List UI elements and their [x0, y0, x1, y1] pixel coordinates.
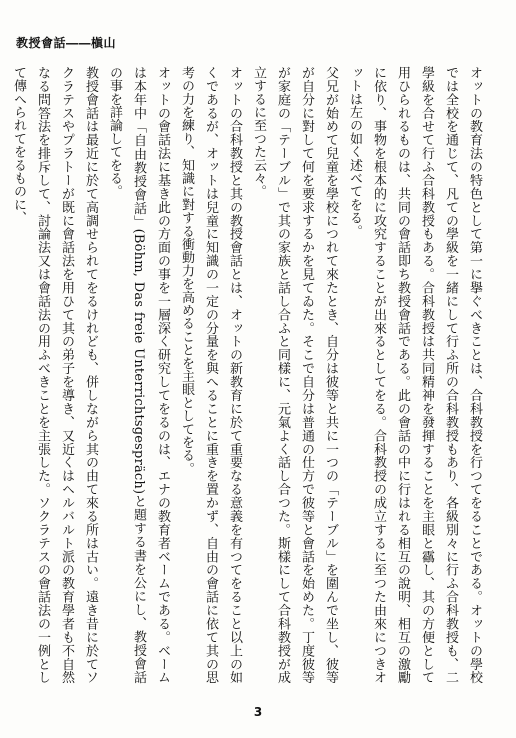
running-head: 教授會話――槇山 — [16, 36, 117, 50]
paragraph: オットの會話法に基き此の方面の事を一層深く研究してをるのは、エナの教育者ベームである。ベームは本年中「自由教授會話」(Böhm, Das freie Unterrichtsgespräch)と題する書を公にし、教授會話の事を詳論してをる。 — [107, 66, 170, 684]
paragraph: 教授會話は最近に於て高調せられてをるけれども、併しながら其の由て來る所は古い。遠き昔に於てソクラテスやプラトーが既に會話法を用ひて其の弟子を導き、又近くはヘルバルト派の教育學者も不自然なる問答法を排斥して、討論法又は會話法の用ふべきことを主張した。ソクラテスの會話法の一例として傳へられてをるものに、 — [11, 66, 98, 684]
paragraph: 父兄が始めて兒童を學校につれて來たとき、自分は彼等と共に一つの「テーブル」を圍んで坐し、彼等が自分に對して何を要求するかを見てゐた。そこで自分は普通の仕方で彼等と會話を始めた。丁度彼等が家庭の「テーブル」で其の家族と話し合ふと同樣に、元氣よく話し合つた。斯樣にして合科教授が成立するに至つた云々。 — [251, 66, 338, 684]
page-number: 3 — [253, 705, 263, 719]
paragraph: オットの教育法の特色として第一に擧ぐべきことは、合科教授を行つてをることである。オットの學校では全校を通じて、凡ての學級を一緒にして行ふ所の合科教授もあり、各級別々に行ふ合科教授も、二學級を合せて行ふ合科教授もある。合科教授は共同精神を發揮することを主眼と靍し、其の方便として用ひられるものは、共同の會話即ち教授會話である。此の會話の中に行はれる相互の說明、相互の激勵に依り、事物を根本的に攻究することが出來るとしてをる。合科教授の成立するに至つた由來につきオットは左の如く述べてをる。 — [347, 66, 482, 684]
paragraph: オットの合科教授と其の教授會話とは、オットの新教育に於て重要なる意義を有つてをること以上の如くであるが、オットは兒童に知識の一定の分量を與へることに重きを置かず、自由の會話に依て其の思考の力を練り、知識に對する衝動力を高めることを主眼としてをる。 — [179, 66, 242, 684]
body-text — [11, 66, 486, 684]
